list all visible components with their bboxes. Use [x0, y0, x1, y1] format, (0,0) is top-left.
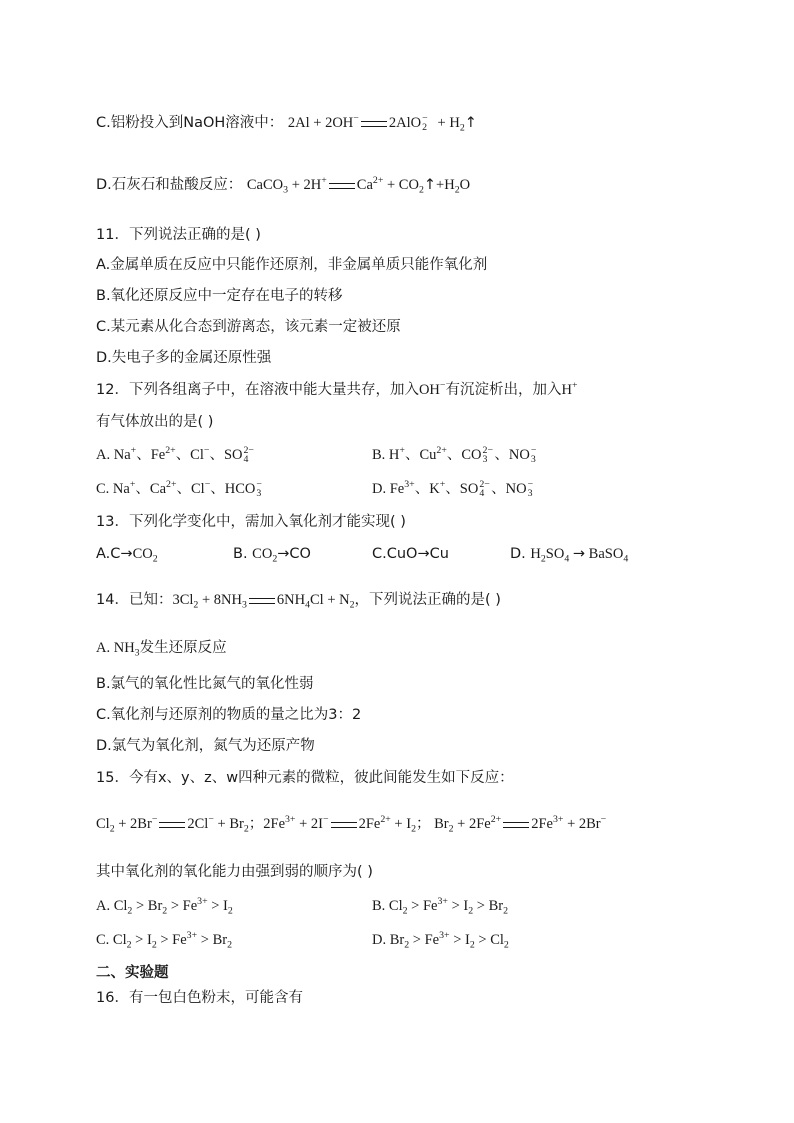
section-2-title: 二、实验题: [96, 965, 169, 981]
q11-option-c: C.某元素从化合态到游离态，该元素一定被还原: [96, 319, 401, 335]
q13-options: [96, 543, 629, 565]
q11-option-d: D.失电子多的金属还原性强: [96, 350, 272, 366]
q15-reactions: $Cl_2 + 2Br^-$ $2Cl^- + Br_2$；$2Fe^{3+} + 2I^-$ $2Fe^{2+} + I_2$； $Br_2 + 2Fe^{2+}$ $2Fe^{3+} + 2Br^-$: [96, 814, 607, 835]
q12-stem-line2: 有气体放出的是( ): [96, 414, 214, 430]
q15-option-d: D. $Br_2 > Fe^{3+} > I_2 > Cl_2$: [372, 930, 509, 951]
q12-option-a: A. Na+、$Fe^{2+}$、Cl−、SO 2− 4: [96, 445, 254, 466]
q13-option-a: $A.C\to CO_2$: [96, 546, 158, 565]
q10-option-d: [96, 174, 470, 196]
q12-option-d: D. $Fe^{3+}$、K+、SO 2− 4 、NO − 3: [372, 479, 534, 500]
q11-stem: 11．下列说法正确的是( ): [96, 227, 261, 243]
q14-option-b: B.氯气的氧化性比氮气的氧化性弱: [96, 676, 314, 692]
q14-option-d: D.氯气为氧化剂，氮气为还原产物: [96, 738, 315, 754]
q10-option-d-equation: CaCO$_3$ + 2H+ $Ca^{2+}$ + $CO_2↑+H_2O$: [246, 175, 471, 196]
q12-stem: 12．下列各组离子中，在溶液中能大量共存，加入OH−有沉淀析出，加入H+: [96, 380, 578, 398]
q13-option-c: C.CuO→Cu: [372, 546, 449, 562]
q14-stem: 14．已知：$3Cl_2 + 8NH_3$ $6NH_4Cl + N_2$，下列说法正确的是( ): [96, 592, 501, 611]
q15-stem-line2: 其中氧化剂的氧化能力由强到弱的顺序为( ): [96, 864, 373, 880]
q15-option-c: C. $Cl_2 > I_2 > Fe^{3+} > Br_2$: [96, 930, 233, 951]
q13-stem: 13．下列化学变化中，需加入氧化剂才能实现( ): [96, 514, 406, 530]
q15-option-b: B. $Cl_2 > Fe^{3+} > I_2 > Br_2$: [372, 896, 509, 917]
q16-stem: 16．有一包白色粉末，可能含有: [96, 990, 303, 1006]
q12-option-b: B. H+、$Cu^{2+}$、CO 2− 3 、NO − 3: [372, 445, 537, 466]
q11-option-b: B.氧化还原反应中一定存在电子的转移: [96, 288, 343, 304]
q10-option-d-label: D.石灰石和盐酸反应：: [96, 177, 243, 193]
q10-option-c-label: C.铝粉投入到NaOH溶液中：: [96, 115, 284, 131]
q11-option-a: A.金属单质在反应中只能作还原剂，非金属单质只能作氧化剂: [96, 257, 488, 273]
q13-option-b: B. $CO_2\to CO$: [233, 546, 311, 565]
q12-option-c: C. Na+、$Ca^{2+}$、Cl−、HCO − 3: [96, 479, 262, 500]
q15-stem: 15．今有x、y、z、w四种元素的微粒，彼此间能发生如下反应：: [96, 770, 514, 786]
q10-option-c-equation: 2Al + 2OH− 2AlO − 2 + $H_2↑$: [287, 113, 477, 134]
q10-option-c: [96, 112, 477, 134]
q15-option-a: A. $Cl_2 > Br_2 > Fe^{3+} > I_2$: [96, 896, 233, 917]
q14-option-c: C.氧化剂与还原剂的物质的量之比为3：2: [96, 707, 362, 723]
q13-option-d: D. $H_2SO_4$ → BaSO$_4$: [510, 546, 629, 565]
q14-option-a: A. $NH_3$发生还原反应: [96, 640, 227, 659]
